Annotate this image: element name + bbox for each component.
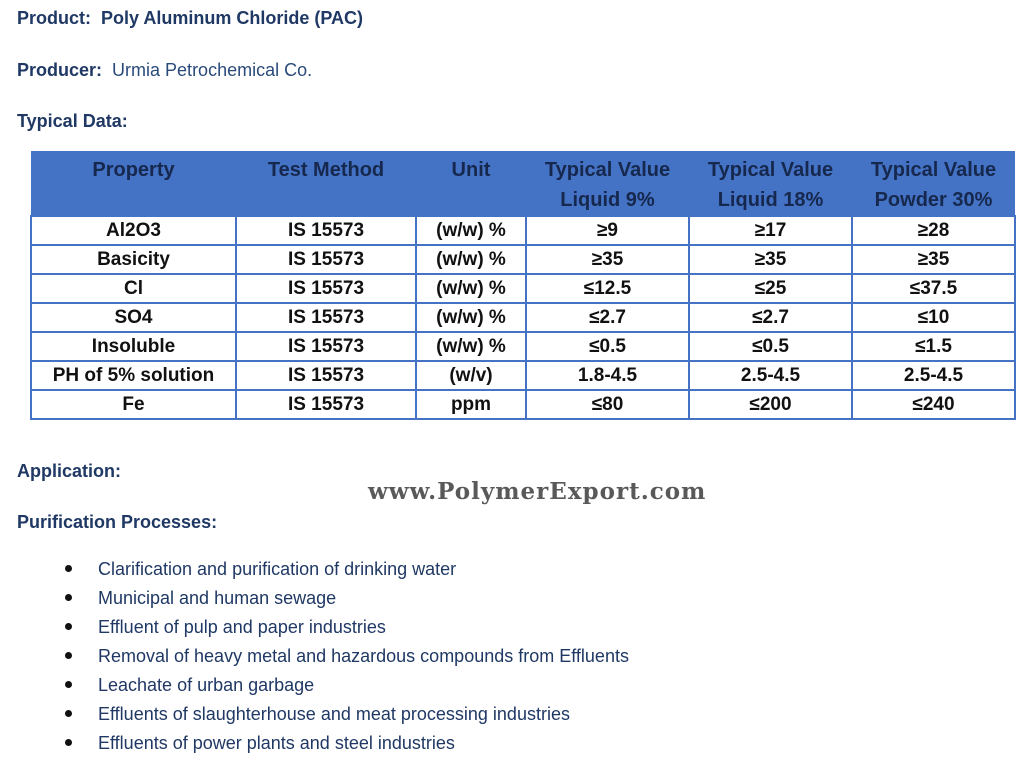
list-item: Effluents of power plants and steel industries [60, 730, 629, 759]
bullet-icon [65, 652, 72, 659]
table-cell: IS 15573 [236, 390, 416, 419]
table-row [31, 303, 1015, 332]
table-cell: Insoluble [31, 332, 236, 361]
table-cell: (w/w) % [416, 332, 526, 361]
table-cell: (w/w) % [416, 245, 526, 274]
watermark-text: www.PolymerExport.com [368, 478, 707, 505]
table-cell: ppm [416, 390, 526, 419]
table-row [31, 332, 1015, 361]
table-cell: ≤37.5 [852, 274, 1015, 303]
process-list [60, 556, 629, 759]
table-row [31, 274, 1015, 303]
table-cell: IS 15573 [236, 245, 416, 274]
table-cell: IS 15573 [236, 274, 416, 303]
list-item: Clarification and purification of drinking water [60, 556, 629, 585]
list-item: Removal of heavy metal and hazardous compounds from Effluents [60, 643, 629, 672]
typical-data-heading: Typical Data: [17, 111, 128, 131]
header-liquid-18: Typical Value Liquid 18% [689, 151, 852, 216]
header-unit: Unit [416, 151, 526, 216]
table-cell: ≤0.5 [689, 332, 852, 361]
table-cell: ≥35 [526, 245, 689, 274]
table-cell: IS 15573 [236, 216, 416, 245]
application-heading: Application: [17, 461, 121, 481]
table-cell: ≥35 [852, 245, 1015, 274]
list-item: Leachate of urban garbage [60, 672, 629, 701]
table-cell: (w/v) [416, 361, 526, 390]
list-item: Effluent of pulp and paper industries [60, 614, 629, 643]
product-value: Poly Aluminum Chloride (PAC) [101, 8, 364, 28]
table-cell: SO4 [31, 303, 236, 332]
table-cell: ≤0.5 [526, 332, 689, 361]
table-cell: ≤200 [689, 390, 852, 419]
bullet-icon [65, 681, 72, 688]
table-cell: 2.5-4.5 [689, 361, 852, 390]
table-cell: Fe [31, 390, 236, 419]
table-cell: Al2O3 [31, 216, 236, 245]
product-line [17, 8, 363, 29]
table-cell: ≤25 [689, 274, 852, 303]
table-row [31, 245, 1015, 274]
bullet-icon [65, 739, 72, 746]
list-item: Municipal and human sewage [60, 585, 629, 614]
table-cell: PH of 5% solution [31, 361, 236, 390]
table-cell: Basicity [31, 245, 236, 274]
table-cell: IS 15573 [236, 361, 416, 390]
producer-value: Urmia Petrochemical Co. [112, 60, 313, 80]
table-cell: ≥35 [689, 245, 852, 274]
list-item: Effluents of slaughterhouse and meat processing industries [60, 701, 629, 730]
table-cell: ≤2.7 [689, 303, 852, 332]
table-cell: Cl [31, 274, 236, 303]
header-powder-30: Typical Value Powder 30% [852, 151, 1015, 216]
table-cell: ≤80 [526, 390, 689, 419]
product-label: Product: [17, 8, 91, 28]
table-cell: (w/w) % [416, 216, 526, 245]
table-cell: 1.8-4.5 [526, 361, 689, 390]
table-cell: IS 15573 [236, 303, 416, 332]
table-cell: ≤12.5 [526, 274, 689, 303]
table-cell: (w/w) % [416, 274, 526, 303]
producer-line [17, 60, 312, 81]
table-cell: ≥9 [526, 216, 689, 245]
table-row [31, 361, 1015, 390]
producer-label: Producer: [17, 60, 103, 80]
header-test-method: Test Method [236, 151, 416, 216]
table-cell: ≤2.7 [526, 303, 689, 332]
purification-heading: Purification Processes: [17, 512, 218, 532]
bullet-icon [65, 710, 72, 717]
table-row [31, 390, 1015, 419]
table-cell: ≥17 [689, 216, 852, 245]
typical-data-table [30, 151, 1016, 420]
header-liquid-9: Typical Value Liquid 9% [526, 151, 689, 216]
bullet-icon [65, 565, 72, 572]
table-cell: ≥28 [852, 216, 1015, 245]
table-cell: IS 15573 [236, 332, 416, 361]
header-property: Property [31, 151, 236, 216]
table-cell: ≤240 [852, 390, 1015, 419]
table-header-row [31, 151, 1015, 216]
table-row [31, 216, 1015, 245]
table-cell: ≤1.5 [852, 332, 1015, 361]
table-cell: ≤10 [852, 303, 1015, 332]
table-cell: 2.5-4.5 [852, 361, 1015, 390]
bullet-icon [65, 623, 72, 630]
table-cell: (w/w) % [416, 303, 526, 332]
bullet-icon [65, 594, 72, 601]
